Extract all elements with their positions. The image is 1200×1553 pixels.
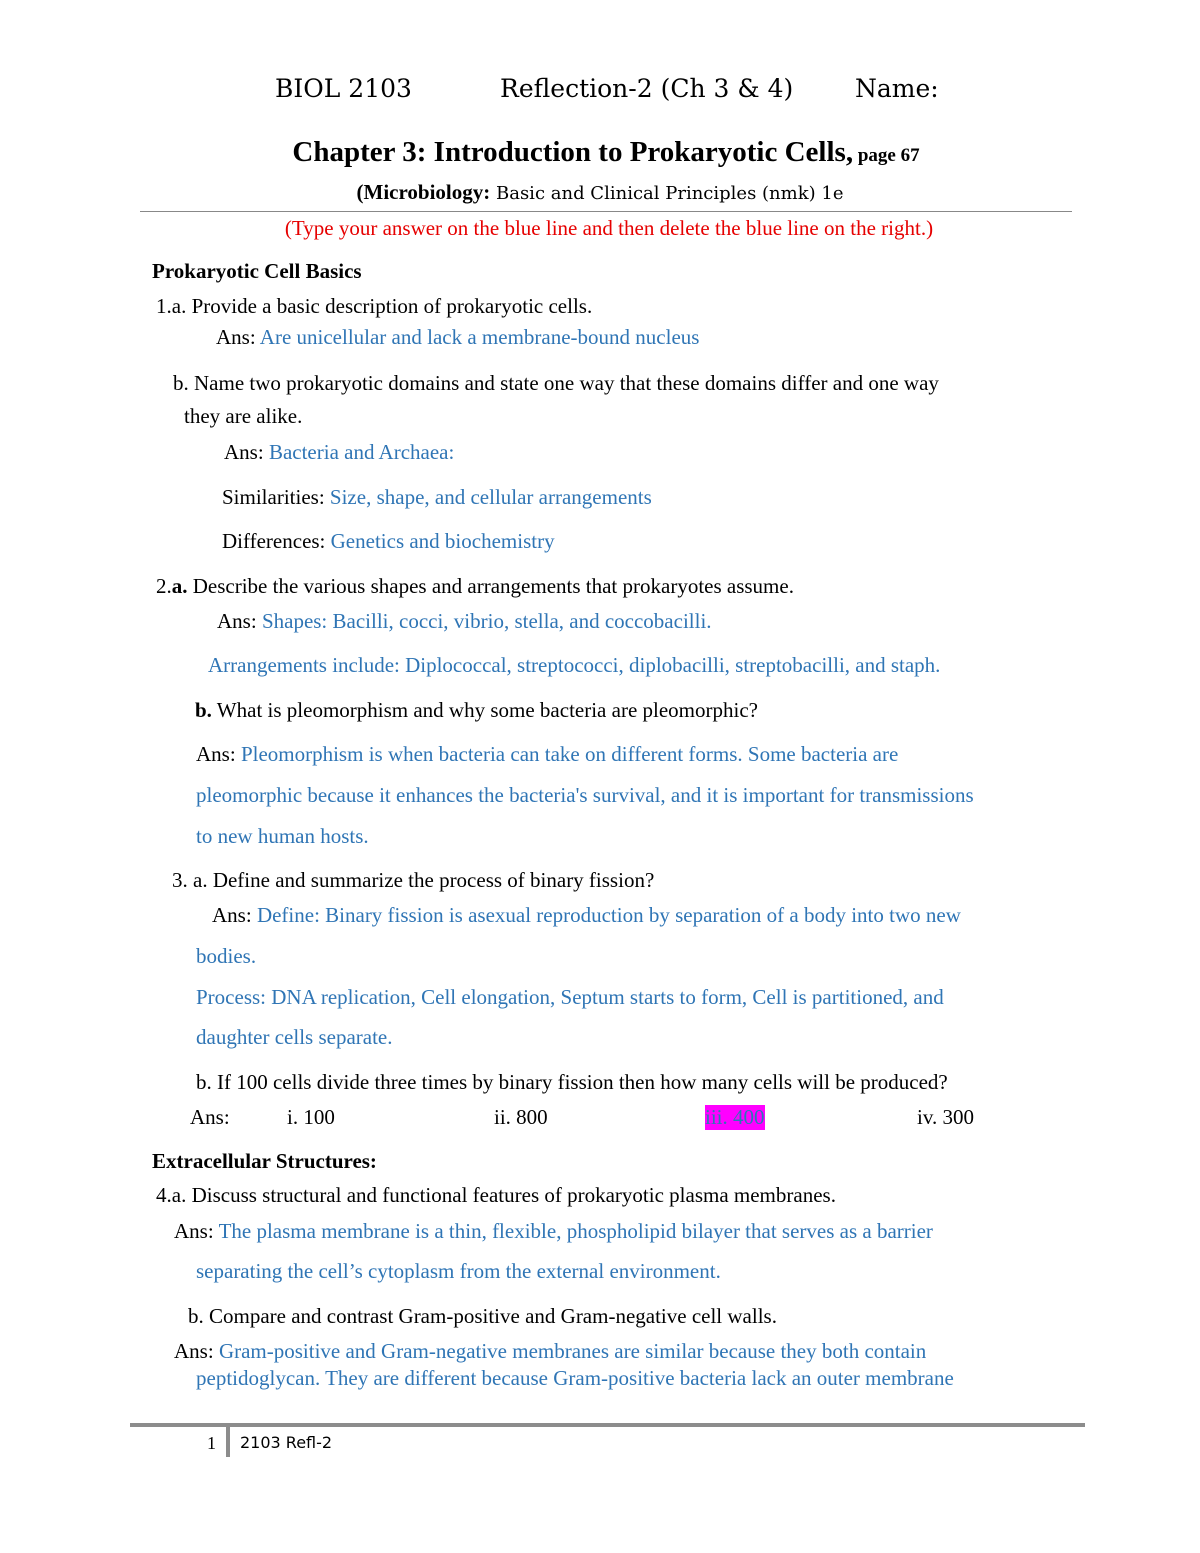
book-subtitle-rest: Basic and Clinical Principles (nmk) 1e xyxy=(490,183,844,204)
answer-1a-text[interactable]: Are unicellular and lack a membrane-bound nucleus xyxy=(259,325,700,349)
question-4-number: 4. xyxy=(156,1183,172,1207)
answer-4b-text1[interactable]: Gram-positive and Gram-negative membranes are similar because they both contain xyxy=(218,1339,927,1363)
answer-1a xyxy=(216,325,699,350)
answer-4a-text1[interactable]: The plasma membrane is a thin, flexible, phospholipid bilayer that serves as a barrier xyxy=(218,1219,933,1243)
question-3b: b. If 100 cells divide three times by binary fission then how many cells will be produced? xyxy=(196,1070,948,1094)
answer-3b-option-iii-selected[interactable]: iii. 400 xyxy=(705,1105,765,1129)
question-4a xyxy=(156,1183,836,1208)
answer-4b-line1 xyxy=(174,1339,926,1364)
book-subtitle xyxy=(0,180,1200,205)
question-2b xyxy=(195,698,758,723)
book-subtitle-bold: (Microbiology: xyxy=(356,180,491,204)
answer-label: Ans: xyxy=(174,1219,214,1243)
differences-text[interactable]: Genetics and biochemistry xyxy=(330,529,555,553)
answer-2a xyxy=(217,609,712,634)
question-1b-line1: b. Name two prokaryotic domains and state one way that these domains differ and one way xyxy=(173,371,939,395)
question-1-number: 1. xyxy=(156,294,172,318)
question-2b-letter: b. xyxy=(195,698,212,722)
section-heading-basics: Prokaryotic Cell Basics xyxy=(152,259,362,283)
answer-3a-line4[interactable]: daughter cells separate. xyxy=(196,1025,393,1049)
answer-label: Ans: xyxy=(217,609,257,633)
answer-3b-option-iv[interactable]: iv. 300 xyxy=(917,1105,974,1129)
chapter-page: page 67 xyxy=(853,145,920,166)
answer-2b-line3[interactable]: to new human hosts. xyxy=(196,824,369,848)
answer-3b-option-ii[interactable]: ii. 800 xyxy=(494,1105,548,1129)
header-divider xyxy=(140,211,1072,212)
answer-3a-text1[interactable]: Define: Binary fission is asexual reproduction by separation of a body into two new xyxy=(256,903,961,927)
page-number: 1 xyxy=(207,1433,216,1453)
question-2a-letter: a. xyxy=(171,574,188,598)
answer-label: Ans: xyxy=(224,440,264,464)
question-1a xyxy=(156,294,592,319)
answer-label: Ans: xyxy=(196,742,236,766)
answer-4b-line2[interactable]: peptidoglycan. They are different because Gram-positive bacteria lack an outer membrane xyxy=(196,1366,954,1390)
answer-label: Ans: xyxy=(174,1339,214,1363)
footer-label: 2103 Refl-2 xyxy=(240,1433,333,1452)
question-2a-text: Describe the various shapes and arrangements that prokaryotes assume. xyxy=(187,574,794,598)
question-2-number: 2. xyxy=(156,574,172,598)
answer-2a-arrangements[interactable]: Arrangements include: Diplococcal, streptococci, diplobacilli, streptobacilli, and staph. xyxy=(208,653,941,677)
answer-4a-line2[interactable]: separating the cell’s cytoplasm from the external environment. xyxy=(196,1259,721,1283)
course-code: BIOL 2103 xyxy=(275,74,412,103)
answer-label: Ans: xyxy=(216,325,256,349)
name-label: Name: xyxy=(855,74,939,103)
answer-2a-shapes[interactable]: Shapes: Bacilli, cocci, vibrio, stella, and coccobacilli. xyxy=(261,609,712,633)
section-heading-extracellular: Extracellular Structures: xyxy=(152,1149,377,1173)
answer-2b-line1 xyxy=(196,742,898,767)
answer-4a-line1 xyxy=(174,1219,933,1244)
footer-divider xyxy=(130,1423,1085,1427)
question-4a-text: a. Discuss structural and functional features of prokaryotic plasma membranes. xyxy=(171,1183,836,1207)
chapter-title-main: Chapter 3: Introduction to Prokaryotic Cells, xyxy=(292,136,854,168)
answer-3a-line2[interactable]: bodies. xyxy=(196,944,257,968)
similarities-label: Similarities: xyxy=(222,485,325,509)
instruction-text: (Type your answer on the blue line and then delete the blue line on the right.) xyxy=(284,216,934,240)
answer-3b-label: Ans: xyxy=(190,1105,230,1129)
question-1a-text: a. Provide a basic description of prokaryotic cells. xyxy=(171,294,593,318)
chapter-title xyxy=(0,136,1200,169)
similarities-text[interactable]: Size, shape, and cellular arrangements xyxy=(329,485,652,509)
answer-1b-text[interactable]: Bacteria and Archaea: xyxy=(268,440,455,464)
question-2a xyxy=(156,574,794,599)
answer-3a-line1 xyxy=(212,903,961,928)
question-3a: 3. a. Define and summarize the process of binary fission? xyxy=(172,868,655,892)
footer-separator xyxy=(226,1427,230,1457)
answer-1b-differences xyxy=(222,529,555,554)
differences-label: Differences: xyxy=(222,529,326,553)
answer-label: Ans: xyxy=(212,903,252,927)
answer-3a-line3[interactable]: Process: DNA replication, Cell elongation, Septum starts to form, Cell is partitioned, and xyxy=(196,985,944,1009)
question-4b: b. Compare and contrast Gram-positive and Gram-negative cell walls. xyxy=(188,1304,777,1328)
question-2b-text: What is pleomorphism and why some bacteria are pleomorphic? xyxy=(211,698,758,722)
answer-1b xyxy=(224,440,454,465)
answer-2b-text1[interactable]: Pleomorphism is when bacteria can take on different forms. Some bacteria are xyxy=(240,742,899,766)
answer-1b-similarities xyxy=(222,485,652,510)
answer-2b-line2[interactable]: pleomorphic because it enhances the bacteria's survival, and it is important for transmissions xyxy=(196,783,974,807)
answer-3b-option-i[interactable]: i. 100 xyxy=(287,1105,335,1129)
question-1b-line2: they are alike. xyxy=(184,404,303,428)
assignment-title: Reflection-2 (Ch 3 & 4) xyxy=(500,74,794,103)
